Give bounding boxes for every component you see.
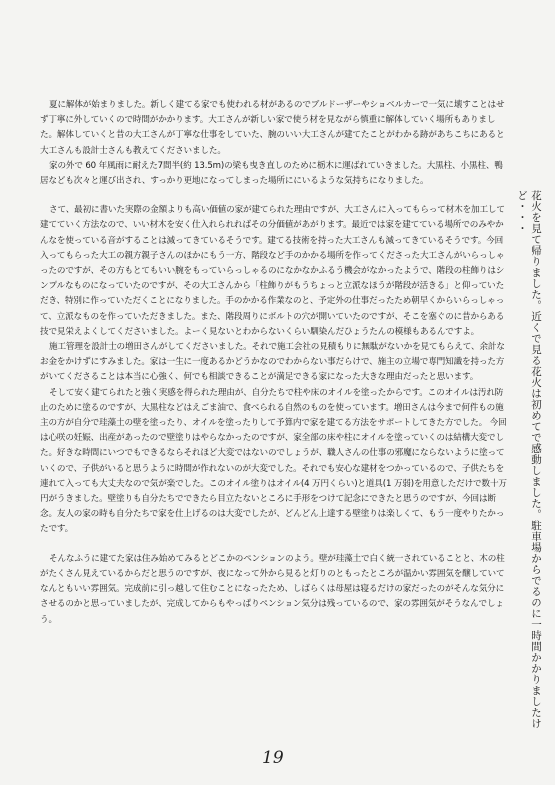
paragraph-oil-finish: そして安く建てられたと強く実感を得られた理由が、自分たちで柱や床のオイルを塗ったからです。このオイルは汚れ防止のために塗るのですが、大黒柱などはえごま油で、食べられる自然のものを使っています。増田さんは今まで何件もの施主の方が自分で珪藻土の壁を塗ったり、オイルを塗ったりして予算内で家を建てる方法をサポートしてきた方でした。 今回は心咲の妊娠、出産があったので壁塗りはやらなかったのですが、家全部の床や柱にオイルを塗っていくのは結構大変でした。好きな時間にいつでもできるならそれほど大変ではないのでしょうが、職人さんの仕事の邪魔にならないように塗っていくので、子供がいると思うように時間が作れないのが大変でした。それでも安心な建材をつかっているので、子供たちを連れて入っても大丈夫なので気が楽でした。このオイル塗りはオイル(4 万円くらい)と道具(1 万弱)を用意しただけで数十万円がうきました。壁塗りも自分たちでできたら目立たないところに手形をつけて記念にできたと思うのですが、今回は断念。友人の家の時も自分たちで家を仕上げるのは大変でしたが、どんどん上達する壁塗りは楽しくて、もう一度やりたかったです。 [40,387,507,535]
paragraph-carpenters: さて、最初に書いた実際の金額よりも高い価値の家が建てられた理由ですが、大工さんに入ってもらって材木を加工して建てていく方法なので、いい材木を安く仕入れられればその分価値があがります。最近では家を建てている場所でのみやかんなを使っている音がすることは減ってきているそうです。建てる技術を持った大工さんも減ってきているそうです。今回入ってもらった大工の親方親子さんのほかにもう一方、階段など手のかかる場所を作ってくださった大工さんがいらっしゃったのですが、その方もとてもいい腕をもっていらっしゃるのになかなかふるう機会がなかったようで、階段の柱飾りはシンプルなものになっていたのですが、その大工さんから「柱飾りがもうちょっと立派なほうが階段が活きる」と仰っていただき、特別に作っていただくことになりました。手のかかる作業なのと、予定外の仕事だったため朝早くからいらっしゃって、立派なものを作っていただきました。また、階段周りにボルトの穴が開いていたのですが、そこを塞ぐのに昔からある技で見栄えよくしてくださいました。よーく見ないとわからないくらい馴染んだひょうたんの模様もあるんですよ。 [40,205,505,337]
paragraph-demolition: 夏に解体が始まりました。新しく建てる家でも使われる材があるのでブルドーザーやショベルカーで一気に壊すことはせず丁寧に外していくので時間がかかります。大工さんが新しい家で使う材を見ながら慎重に解体していく場所もありました。解体していくと昔の大工さんが丁寧な仕事をしていた、腕のいい大工さんが建てたことがわかる跡があちこちにあると大工さんも設計士さんも教えてくださいました。 [40,100,505,156]
paragraph-beams: 家の外で 60 年風雨に耐えた7間半(約 13.5m)の梁も曳き直しのために栃木に運ばれていきました。大黒柱、小黒柱、鴨居なども次々と運び出され、すっかり更地になってしまった場所ににいるような気持ちになりました。 [40,160,503,187]
page-number: 19 [262,748,284,768]
paragraph-pension-feel: そんなふうに建てた家は住み始めてみるとどこかのペンションのよう。壁が珪藻土で白く統一されていることと、木の柱がたくさん見えているからだと思うのですが、夜になって外から見ると灯りのともったところが温かい雰囲気を醸していてなんともいい雰囲気。完成前に引っ越して住むことになったため、しばらくは母屋は寝るだけの家だったのがそんな気分にさせるのかと思っていましたが、完成してからもやっぱりペンション気分は残っているので、家の雰囲気がそうなんでしょう。 [40,553,505,625]
vertical-side-note: 花火を見て帰りました。近くで見る花火は初めてで感動しました。駐車場からでるのに一時間かかりましたけど・・・ [516,190,542,729]
paragraph-architect: 施工管理を設計士の増田さんがしてくださいました。それで施工会社の見積もりに無駄がないかを見てもらえて、余計なお金をかけずにすみました。家は一生に一度あるかどうかなのでわからない事だらけで、施主の立場で専門知識を持った方がいてくださることは本当に心強く、何でも相談できることが満足できる家になった大きな理由だったと思います。 [40,342,505,383]
body-text [40,98,510,628]
